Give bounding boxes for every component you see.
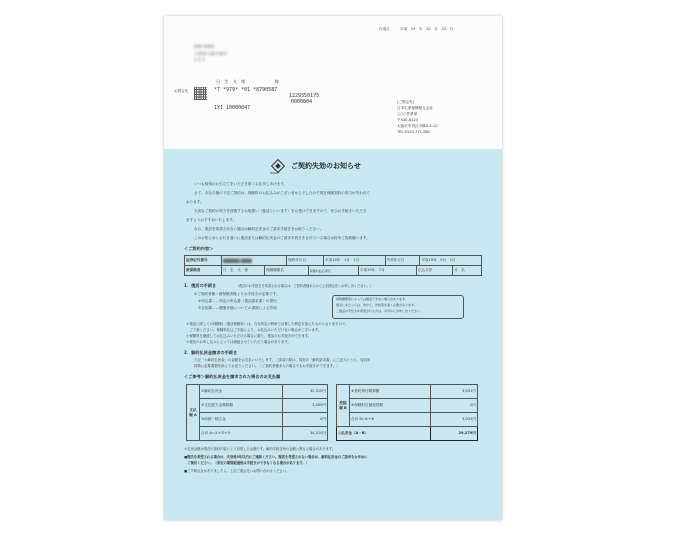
- caution-line: 保険種類等によっては復活できない場合があります。: [336, 297, 408, 301]
- sender-address: 大阪市中央区今橋3-5-12: [397, 124, 438, 128]
- notice-title: ご契約失効のお知らせ: [291, 162, 361, 170]
- footnote: ■ご不明な点がありましたら、上記ご照会先へお問い合わせください。: [184, 469, 290, 473]
- contract-heading: ＜ご契約内容＞: [184, 246, 214, 251]
- table-cell: 平成19年 7月: [358, 266, 416, 276]
- section1-bullet: ＊復活に際しての保険料（復活保険料）は、当社所定の利率で計算した利息を加えたものとなりますので、: [186, 322, 349, 326]
- table-row: [337, 413, 478, 427]
- section2-line: 封筒に必要書類を添えてお送りください。（ご契約者様本人の場合でもお手続きができます。）: [194, 364, 340, 368]
- caution-line: 復活にあたっては、改めて、告知等を頂く必要があります。: [336, 303, 417, 307]
- contract-table-row2: [184, 265, 482, 276]
- table-cell: 失効年月日: [385, 256, 420, 266]
- notice-paragraph: いつも格別のお引立てをいただき厚くお礼申しあげます。: [194, 182, 288, 186]
- table-row: [337, 385, 478, 399]
- address-line-blurred: 大阪府大阪市東区: [194, 51, 228, 56]
- sender-phone: TEL 0120-771-881: [397, 130, 431, 134]
- issue-date-prefix: 作成日: [379, 27, 390, 31]
- policy-number-cell: ██████ ████: [222, 256, 287, 266]
- table-cell: 合計 A=①+②+③: [200, 427, 283, 441]
- table-cell: 保険種類名: [265, 266, 309, 276]
- table-cell: 月 払: [453, 266, 482, 276]
- table-row: [337, 399, 478, 413]
- table-cell: 日 生 太 郎: [222, 266, 265, 276]
- section1-note: （復活のお手続きを希望される場合は、ご契約者様本人から上記照会先へお申し出ください。）: [236, 284, 374, 288]
- notice-area: [164, 149, 502, 520]
- section1-line: ②告知書……健康状態についての書面による告知: [198, 306, 277, 310]
- customer-code-line4: 1Y1 10000047: [214, 105, 251, 111]
- table-cell: 被保険者: [185, 266, 222, 276]
- section1-line: ①申込書……所定の申込書（復活請求書）の提出: [198, 299, 277, 303]
- sender-heading: (ご照会先): [397, 100, 415, 104]
- notice-paragraph: ますようおすすめいたします。: [186, 218, 237, 222]
- section2-line: 下記「＊解約払戻金」の金額をお支払いいたします。ご請求の際は、同封の「解約請求書」にご記入のうえ、返信用: [194, 358, 371, 362]
- table-cell: ①解約払戻金: [200, 385, 283, 399]
- sender-company: 日本生命保険相互会社: [397, 106, 433, 110]
- table-cell: ⑤保険料自動振替額: [350, 399, 431, 413]
- table-cell: 契約年月日: [287, 256, 324, 266]
- customer-code-line1: *7 *979* *01 *8790587: [214, 87, 278, 93]
- address-area: [164, 16, 502, 149]
- payment-table-right: [336, 384, 478, 441]
- table-cell: 34,310円: [282, 427, 327, 441]
- notice-paragraph: このお知らせとお行き違いに復活または解約払戻金のご請求手続きをされている場合は何卒ご容赦願います。: [194, 236, 370, 240]
- notice-paragraph: おります。: [186, 200, 204, 204]
- table-cell: 払込方法: [416, 266, 452, 276]
- table-row: [337, 427, 478, 441]
- section1-bullet: ＊保険料を継続してお払込みいただける場合に限り、復活のお手続きができます。: [186, 334, 312, 338]
- table-row: [187, 427, 328, 441]
- payment-heading: ＜ご参考＞解約払戻金を請求された場合のお支払額: [184, 374, 281, 379]
- addressee-name: 日 生 太 郎 様: [216, 79, 279, 84]
- customer-code-line3: 0000004: [291, 99, 313, 105]
- barcode-label: お問合先: [174, 89, 189, 93]
- group-label: 支払額 A: [187, 385, 200, 441]
- footnote: ご検討ください。（所定の期間経過後は手続きができなくなる場合があります。）: [184, 461, 310, 465]
- caution-line: ご復活の手続きを希望される方は、お早めにお申し出ください。: [336, 309, 424, 313]
- table-cell: 0円: [430, 399, 477, 413]
- table-cell: 合計 B=④+⑤: [350, 413, 431, 427]
- net-refund-amount: 29,279円: [430, 427, 477, 441]
- table-cell: 32,310円: [282, 385, 327, 399]
- notice-paragraph: さて、あなた様の下記ご契約は、保険料のお払込みがございませんでしたので現在保険契約の効力が失われて: [194, 191, 371, 195]
- company-logo-icon: [271, 159, 285, 173]
- table-cell: ③前納・積立金: [200, 413, 283, 427]
- table-cell: 5,031円: [430, 385, 477, 399]
- table-cell: 0円: [282, 413, 327, 427]
- document-page: [164, 16, 502, 520]
- address-line-blurred-2: 1-1-1: [194, 57, 206, 62]
- notice-paragraph: 大切なご契約の効力を回復するお取扱い（復活といいます）をお受けできますので、ぜひお手続きいただき: [194, 209, 367, 213]
- table-cell: 証券記号番号: [185, 256, 222, 266]
- section1-title: 1．復活の手続き: [184, 283, 217, 288]
- table-cell: 3,000円: [282, 399, 327, 413]
- table-cell: 平成14年 1月 1日: [324, 256, 386, 266]
- table-cell: 保険料払込済月: [308, 266, 358, 276]
- table-row: [185, 256, 482, 266]
- sender-postal: 〒530-8123: [397, 118, 418, 122]
- table-row: [187, 413, 328, 427]
- footnote: ＊払戻金額は現在の契約内容により計算した金額です。解約手続き時の金額と異なる場合があります。: [184, 447, 336, 451]
- table-cell: ②支払配当金精算額: [200, 399, 283, 413]
- net-refund-label: ◎払戻金（A－B）: [337, 427, 431, 441]
- sender-branch: ○○○営業部: [397, 112, 418, 116]
- table-row: [187, 399, 328, 413]
- section1-bullet: ＊復活のお申し込みによっては謝絶させていただく場合があります。: [186, 340, 291, 344]
- qr-code-icon: [194, 87, 207, 100]
- table-cell: ④契約貸付精算額: [350, 385, 431, 399]
- section1-line: ①ご契約者様・被保険者様よりお手続きが必要です。: [194, 292, 280, 296]
- table-cell: 5,031円: [430, 413, 477, 427]
- table-row: [185, 266, 482, 276]
- customer-code-line2: 1229350175: [289, 93, 320, 99]
- table-row: [187, 385, 328, 399]
- issue-date: 平成 19 年 10 月 22 日: [400, 27, 454, 31]
- notice-paragraph: なお、復活を希望されない場合は解約払戻金のご請求手続きをお取りください。: [194, 227, 324, 231]
- postal-code-blurred: 000-0000: [194, 44, 215, 49]
- logo-caption: NISSAY: [270, 172, 280, 175]
- payment-table-left: [186, 384, 328, 441]
- section1-bullet: ご了承ください。保険料払込ご不能により、お払込みいただけない場合がございます。: [186, 328, 322, 332]
- group-label: 控除額 B: [337, 385, 350, 427]
- section2-title: 2．解約払戻金請求の手続き: [184, 350, 238, 355]
- table-cell: 平成19年 9月 1日: [420, 256, 482, 266]
- footnote: ■復活を希望される場合は、失効後3年以内にご連絡ください。復活を希望されない場合は、解約払戻金のご請求をお早めに: [184, 455, 368, 459]
